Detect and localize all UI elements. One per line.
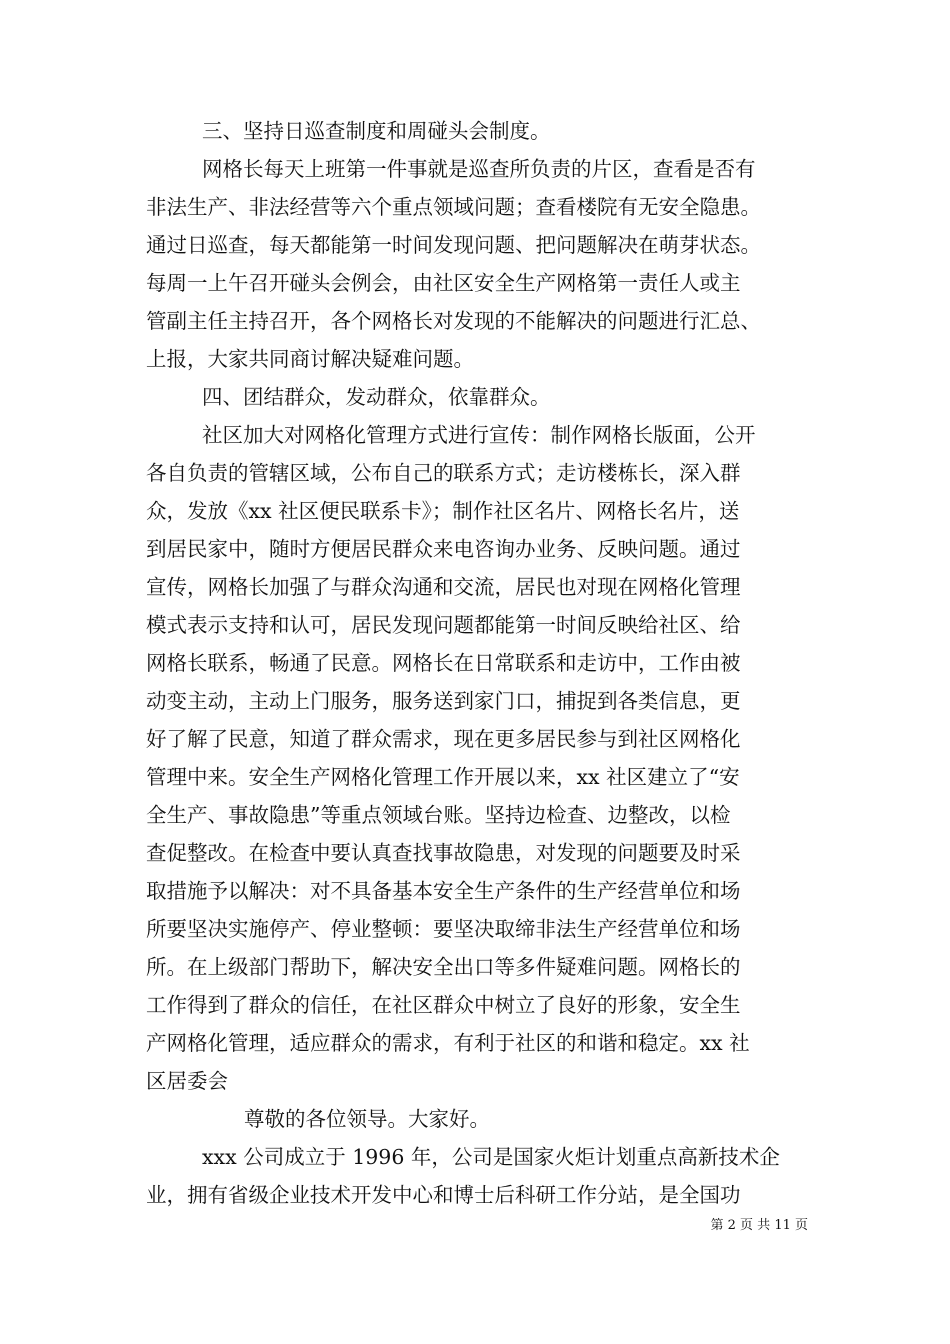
paragraph — [146, 378, 806, 416]
text-line: 每周一上午召开碰头会例会，由社区安全生产网格第一责任人或主 — [146, 271, 741, 295]
text-line: 到居民家中，随时方便居民群众来电咨询办业务、反映问题。通过 — [146, 537, 741, 561]
text-line: 产网格化管理，适应群众的需求，有利于社区的和谐和稳定。xx 社 — [146, 1031, 750, 1055]
document-body — [146, 112, 806, 1214]
text-line: 所。在上级部门帮助下，解决安全出口等多件疑难问题。网格长的 — [146, 955, 741, 979]
text-line: 网格长联系，畅通了民意。网格长在日常联系和走访中，工作由被 — [146, 651, 741, 675]
text-line: 模式表示支持和认可，居民发现问题都能第一时间反映给社区、给 — [146, 613, 741, 637]
paragraph — [146, 112, 806, 150]
text-line: 区居委会 — [146, 1069, 228, 1093]
text-line: 好了解了民意，知道了群众需求，现在更多居民参与到社区网格化 — [146, 727, 741, 751]
paragraph — [146, 150, 806, 378]
text-line: 社区加大对网格化管理方式进行宣传：制作网格长版面，公开 — [202, 423, 756, 447]
paragraph — [146, 416, 806, 1100]
paragraph — [146, 1138, 806, 1214]
text-line: 工作得到了群众的信任，在社区群众中树立了良好的形象，安全生 — [146, 993, 741, 1017]
text-line: 尊敬的各位领导。大家好。 — [244, 1107, 490, 1131]
text-line: 通过日巡查，每天都能第一时间发现问题、把问题解决在萌芽状态。 — [146, 233, 761, 257]
text-line: 宣传，网格长加强了与群众沟通和交流，居民也对现在网格化管理 — [146, 575, 741, 599]
text-line: xxx 公司成立于 1996 年，公司是国家火炬计划重点高新技术企 — [202, 1145, 780, 1169]
text-line: 动变主动，主动上门服务，服务送到家门口，捕捉到各类信息，更 — [146, 689, 741, 713]
paragraph — [146, 1100, 806, 1138]
text-line: 三、坚持日巡查制度和周碰头会制度。 — [202, 119, 551, 143]
text-line: 所要坚决实施停产、停业整顿：要坚决取缔非法生产经营单位和场 — [146, 917, 741, 941]
text-line: 全生产、事故隐患”等重点领域台账。坚持边检查、边整改，以检 — [146, 803, 731, 827]
text-line: 取措施予以解决：对不具备基本安全生产条件的生产经营单位和场 — [146, 879, 741, 903]
text-line: 众，发放《xx 社区便民联系卡》；制作社区名片、网格长名片，送 — [146, 499, 740, 523]
text-line: 管理中来。安全生产网格化管理工作开展以来，xx 社区建立了“安 — [146, 765, 740, 789]
text-line: 网格长每天上班第一件事就是巡查所负责的片区，查看是否有 — [202, 157, 756, 181]
text-line: 查促整改。在检查中要认真查找事故隐患，对发现的问题要及时采 — [146, 841, 741, 865]
text-line: 上报，大家共同商讨解决疑难问题。 — [146, 347, 474, 371]
text-line: 业，拥有省级企业技术开发中心和博士后科研工作分站，是全国功 — [146, 1183, 741, 1207]
page-number: 第 2 页 共 11 页 — [710, 1218, 808, 1233]
text-line: 管副主任主持召开，各个网格长对发现的不能解决的问题进行汇总、 — [146, 309, 761, 333]
text-line: 各自负责的管辖区域，公布自己的联系方式；走访楼栋长，深入群 — [146, 461, 741, 485]
text-line: 非法生产、非法经营等六个重点领域问题；查看楼院有无安全隐患。 — [146, 195, 761, 219]
text-line: 四、团结群众，发动群众，依靠群众。 — [202, 385, 551, 409]
